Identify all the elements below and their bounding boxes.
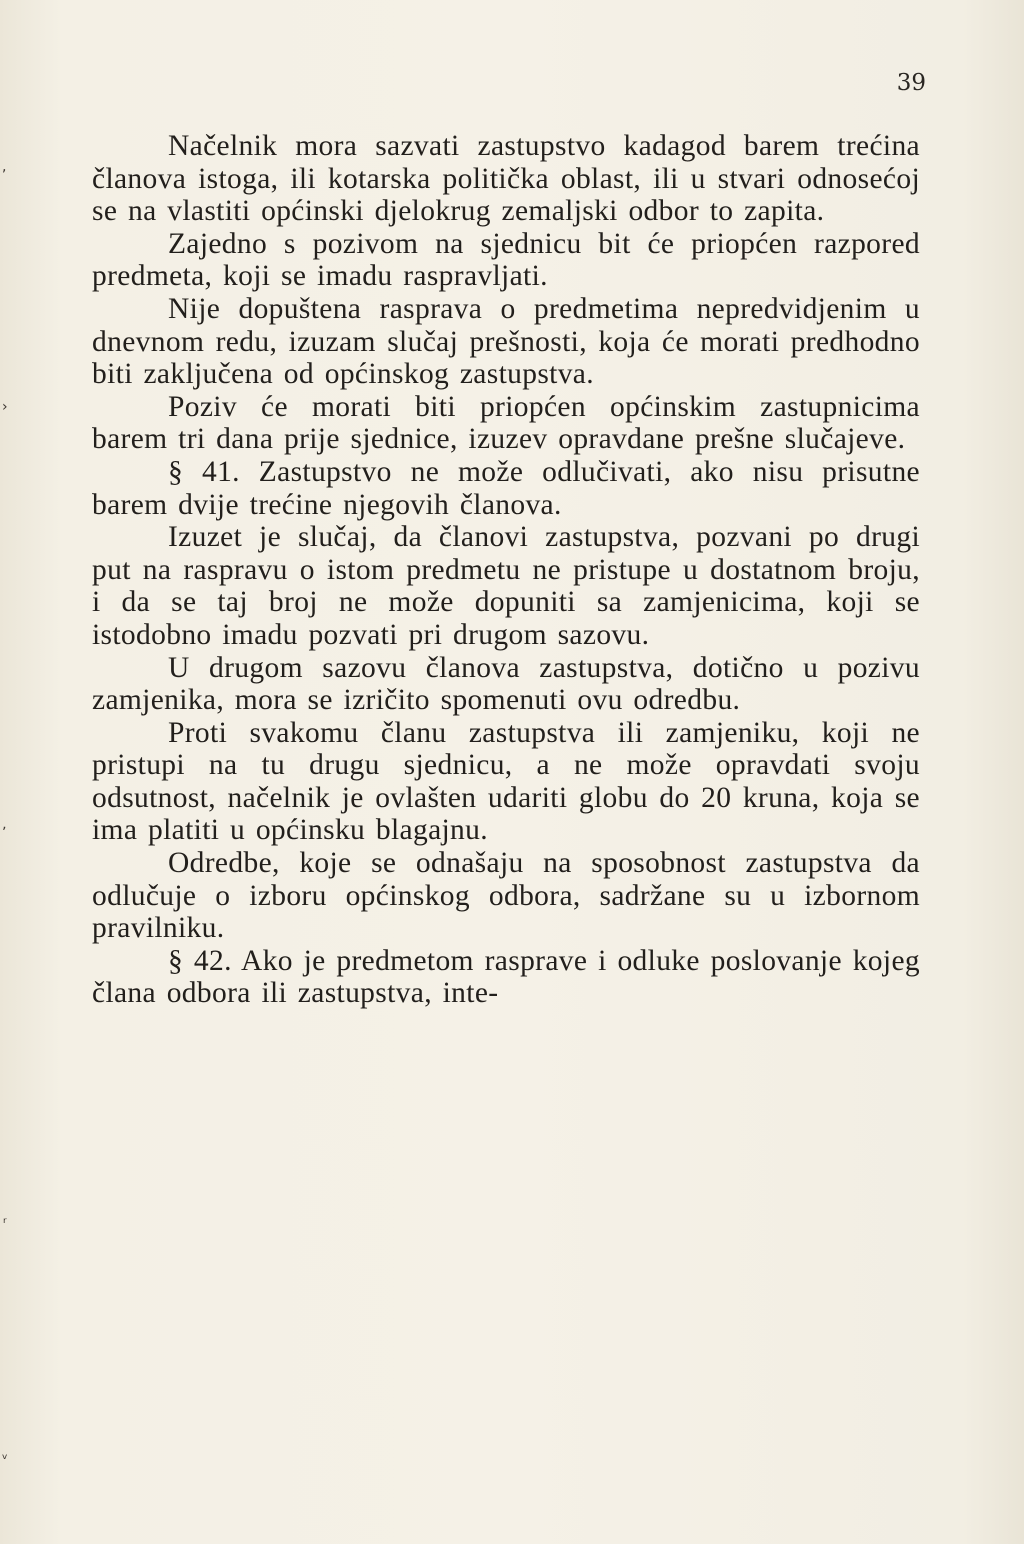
paragraph: Nije dopuštena rasprava o predmetima nepredvidjenim u dnevnom redu, izuzam slučaj prešnosti, koja će morati predhodno biti zaključena od općinskog zastupstva. — [92, 292, 920, 391]
margin-mark: , — [2, 159, 7, 175]
paragraph-section-41: § 41. Zastupstvo ne može odlučivati, ako nisu prisutne barem dvije trećine njegovih članova. — [92, 455, 920, 521]
paragraph: Načelnik mora sazvati zastupstvo kadagod barem trećina članova istoga, ili kotarska politička oblast, ili u stvari odnosećoj se na vlastiti općinski djelokrug zemaljski odbor to zapita. — [92, 130, 920, 228]
paragraph: Poziv će morati biti priopćen općinskim zastupnicima barem tri dana prije sjednice, izuzev opravdane prešne slučajeve. — [92, 390, 920, 456]
margin-mark: ᵥ — [2, 1447, 8, 1463]
paragraph: Izuzet je slučaj, da članovi zastupstva, pozvani po drugi put na raspravu o istom predmetu ne pristupe u dostatnom broju, i da se taj broj ne može dopuniti sa zamjenicima, koji se istodobno imadu pozvati pri drugom sazovu. — [92, 521, 920, 651]
margin-mark: ᵣ — [3, 1211, 7, 1227]
margin-mark: ʼ — [2, 825, 7, 841]
paragraph: U drugom sazovu članova zastupstva, dotično u pozivu zamjenika, mora se izričito spomenuti ovu odredbu. — [92, 651, 920, 717]
paragraph: Zajedno s pozivom na sjednicu bit će priopćen razpored predmeta, koji se imadu raspravljati. — [92, 227, 920, 293]
page-number: 39 — [896, 70, 926, 96]
paragraph-section-42: § 42. Ako je predmetom rasprave i odluke poslovanje kojeg člana odbora ili zastupstva, inte- — [92, 944, 920, 1010]
paragraph: Odredbe, koje se odnašaju na sposobnost zastupstva da odlučuje o izboru općinskog odbora, sadržane su u izbornom pravilniku. — [92, 847, 920, 945]
paragraph: Proti svakomu članu zastupstva ili zamjeniku, koji ne pristupi na tu drugu sjednicu, a ne može opravdati svoju odsutnost, načelnik je ovlašten udariti globu do 20 kruna, koja se ima platiti u općinsku blagajnu. — [92, 716, 920, 847]
body-text — [92, 130, 920, 1010]
margin-mark: › — [2, 399, 8, 415]
